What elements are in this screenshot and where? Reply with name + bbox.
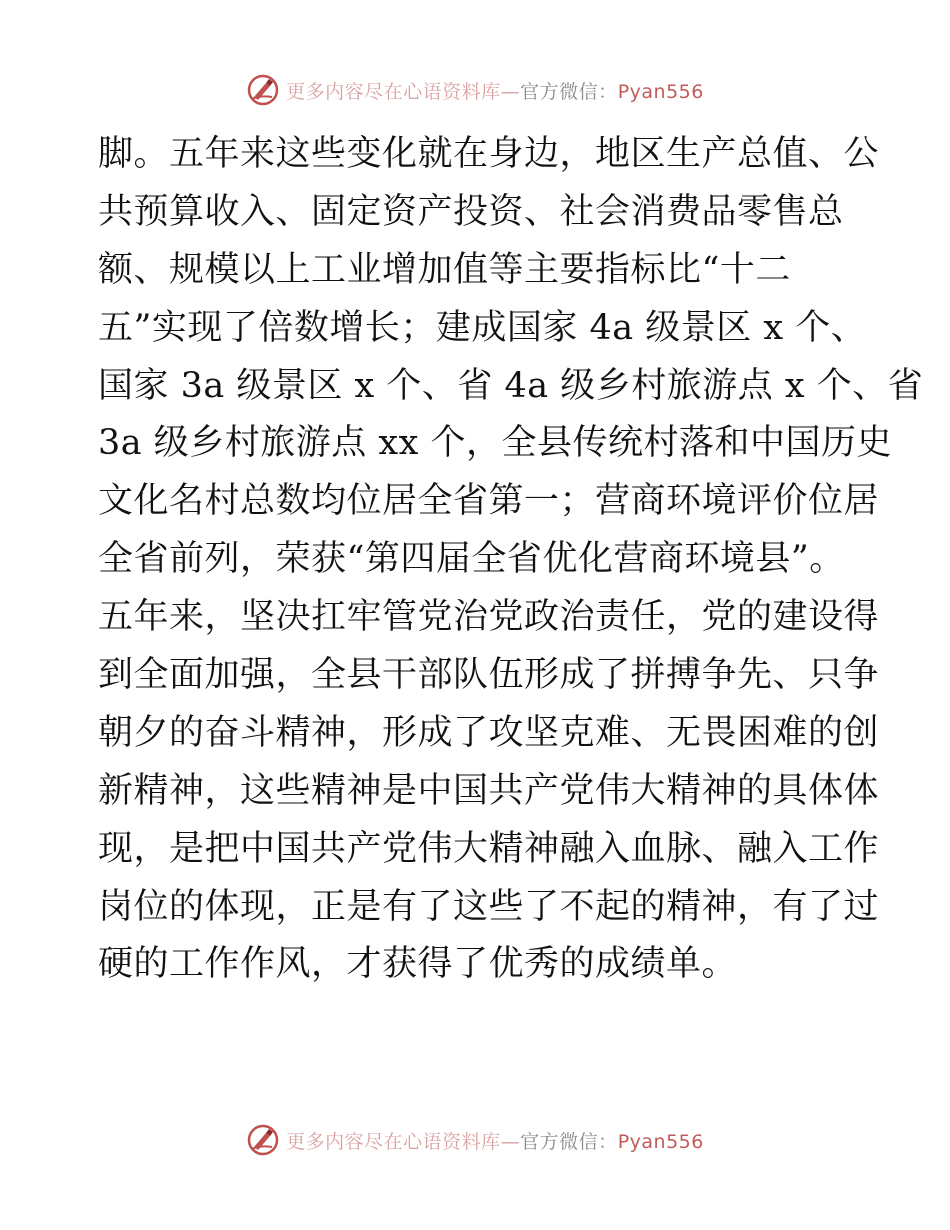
text-line: 五年来，坚决扛牢管党治党政治责任，党的建设得 [98, 597, 880, 638]
text-line: 朝夕的奋斗精神，形成了攻坚克难、无畏困难的创 [98, 712, 880, 753]
text-line: 到全面加强，全县干部队伍形成了拼搏争先、只争 [98, 655, 880, 696]
footer-watermark [0, 1120, 950, 1160]
text-line: 脚。五年来这些变化就在身边，地区生产总值、公 [98, 134, 880, 174]
text-line: 新精神，这些精神是中国共产党伟大精神的具体体 [98, 770, 880, 811]
watermark-main-text: 更多内容尽在心语资料库 [286, 1130, 501, 1153]
watermark-dash: — [500, 1130, 521, 1153]
text-line: 硬的工作作风，才获得了优秀的成绩单。 [98, 944, 738, 985]
watermark-dash: — [500, 80, 521, 103]
text-line: 3a 级乡村旅游点 xx 个，全县传统村落和中国历史 [98, 423, 892, 464]
header-watermark [0, 70, 950, 110]
watermark-text [286, 1127, 704, 1154]
text-line: 共预算收入、固定资产投资、社会消费品零售总 [98, 191, 844, 232]
watermark-wechat-id: Pyan556 [617, 80, 704, 103]
text-line: 五”实现了倍数增长；建成国家 4a 级景区 x 个、 [98, 307, 867, 348]
watermark-text [286, 77, 704, 104]
pen-logo-icon [246, 73, 280, 107]
watermark-main-text: 更多内容尽在心语资料库 [286, 80, 501, 103]
document-body [98, 126, 924, 994]
text-line: 国家 3a 级景区 x 个、省 4a 级乡村旅游点 x 个、省 [98, 365, 924, 406]
text-line: 岗位的体现，正是有了这些了不起的精神，有了过 [98, 886, 880, 927]
text-line: 全省前列，荣获“第四届全省优化营商环境县”。 [98, 539, 845, 580]
watermark-wechat-id: Pyan556 [617, 1130, 704, 1153]
watermark-wechat-label: 官方微信： [520, 80, 618, 103]
text-line: 现，是把中国共产党伟大精神融入血脉、融入工作 [98, 828, 880, 869]
pen-logo-icon [246, 1123, 280, 1157]
text-line: 额、规模以上工业增加值等主要指标比“十二 [98, 249, 791, 290]
text-line: 文化名村总数均位居全省第一；营商环境评价位居 [98, 481, 880, 522]
watermark-wechat-label: 官方微信： [520, 1130, 618, 1153]
